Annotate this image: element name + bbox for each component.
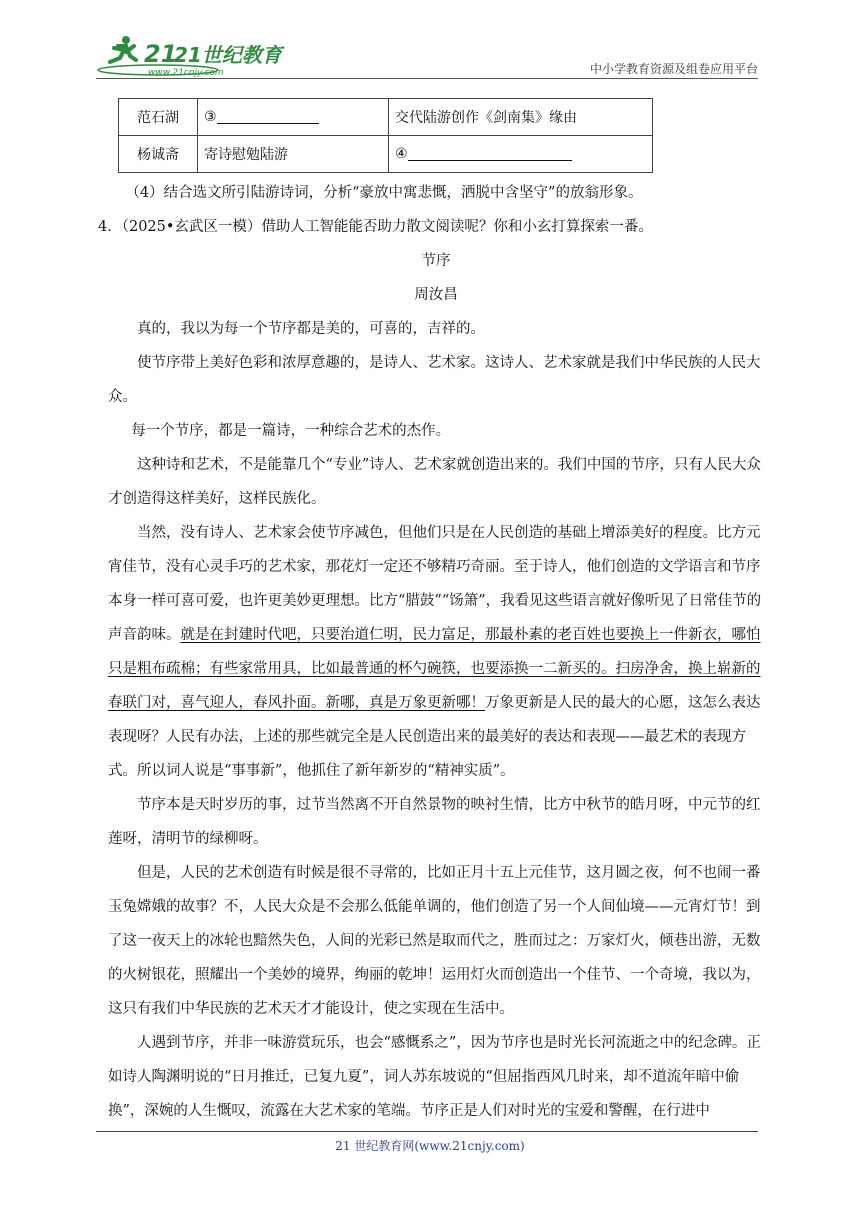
footer-divider xyxy=(96,1131,758,1132)
table-cell: 杨诚斋 xyxy=(119,136,198,173)
article-title: 节序 xyxy=(421,253,451,269)
platform-name: 中小学教育资源及组卷应用平台 xyxy=(589,62,758,76)
page-header xyxy=(96,30,758,80)
question-block xyxy=(98,176,764,244)
svg-text:21: 21 xyxy=(144,40,178,68)
article-paragraph: 真的，我以为每一个节序都是美的，可喜的，吉祥的。 xyxy=(137,321,485,337)
table-cell xyxy=(198,99,389,136)
svg-text:21世纪教育: 21世纪教育 xyxy=(174,43,282,67)
blank-number: ③ xyxy=(204,109,217,125)
header-divider xyxy=(96,78,758,79)
paragraph-text: 当然，没有诗人、艺术家会使节序减色，但他们只是在人民创造的基础上增添美好的程度。比方元宵佳节，没有心灵手巧的艺术家，那花灯一定还不够精巧奇丽。至于诗人，他们创造的文学语言和节序本身一样可喜可爱，也许更美妙更理想。比方“腊鼓”“饧箫”，我看见这些语言就好像听见了日常佳节的声音韵味。 xyxy=(108,525,762,643)
article-paragraph: 人遇到节序，并非一味游赏玩乐，也会“感慨系之”，因为节序也是时光长河流逝之中的纪念碑。正如诗人陶渊明说的“日月推迁，已复九夏”，词人苏东坡说的“但屈指西风几时来，却不道流年暗中偷换”，深婉的人生慨叹，流露在大艺术家的笔端。节序正是人们对时光的宝爱和警醒，在行进中 xyxy=(108,1035,761,1119)
table-cell: 交代陆游创作《剑南集》缘由 xyxy=(389,99,653,136)
article-paragraph: 每一个节序，都是一篇诗，一种综合艺术的杰作。 xyxy=(131,423,451,439)
question-4-4: （4）结合选文所引陆游诗词，分析“豪放中寓悲慨，洒脱中含坚守”的放翁形象。 xyxy=(125,185,643,201)
article-paragraph: 节序本是天时岁历的事，过节当然离不开自然景物的映衬生情，比方中秋节的皓月呀，中元节的红莲呀，清明节的绿柳呀。 xyxy=(108,797,761,847)
question-4-heading: 4．（2025•玄武区一模）借助人工智能能否助力散文阅读呢？你和小玄打算探索一番。 xyxy=(98,219,653,235)
article-author: 周汝昌 xyxy=(414,287,458,303)
site-logo[interactable] xyxy=(96,32,282,78)
underlined-passage: 就是在封建时代吧，只要治道仁明，民力富足，那最朴素的老百姓也要换上一件新衣，哪怕只是粗布疏棉；有些家常用具，比如最普通的杯勺碗筷，也要添换一二新买的。扫房净舍，换上崭新的春联门对，喜气迎人，春风扑面。新哪，真是万象更新哪！ xyxy=(108,627,761,711)
table-cell xyxy=(389,136,653,173)
footer-link[interactable]: 21 世纪教育网(www.21cnjy.com) xyxy=(335,1139,525,1153)
table-cell: 寄诗慰勉陆游 xyxy=(198,136,389,173)
table-row xyxy=(119,99,653,136)
logo-runner-icon xyxy=(96,32,282,78)
svg-text:www.21cnjy.com: www.21cnjy.com xyxy=(148,68,224,78)
answer-blank[interactable] xyxy=(217,109,319,124)
article xyxy=(108,244,764,1128)
paragraph-text: 万象更新是人民的最大的心愿，这怎么表达表现呀？人民有办法，上述的那些就完全是人民创造出来的最美好的表达和表现——最艺术的表现方式。所以词人说是“事事新”，他抓住了新年新岁的“精神实质”。 xyxy=(108,695,761,779)
table-cell: 范石湖 xyxy=(119,99,198,136)
table-row xyxy=(119,136,653,173)
article-paragraph: 这种诗和艺术，不是能靠几个“专业”诗人、艺术家就创造出来的。我们中国的节序，只有人民大众才创造得这样美好，这样民族化。 xyxy=(108,457,761,507)
answer-blank[interactable] xyxy=(408,146,572,161)
article-paragraph: 使节序带上美好色彩和浓厚意趣的，是诗人、艺术家。这诗人、艺术家就是我们中华民族的人民大众。 xyxy=(108,355,761,405)
info-table xyxy=(118,98,653,173)
blank-number: ④ xyxy=(395,146,408,162)
article-paragraph xyxy=(108,516,764,788)
article-paragraph: 但是，人民的艺术创造有时候是很不寻常的，比如正月十五上元佳节，这月圆之夜，何不也闹一番玉兔嫦娥的故事？不，人民大众是不会那么低能单调的，他们创造了另一个人间仙境——元宵灯节！到了这一夜天上的冰轮也黯然失色，人间的光彩已然是取而代之，胜而过之：万家灯火，倾巷出游，无数的火树银花，照耀出一个美妙的境界，绚丽的乾坤！运用灯火而创造出一个佳节、一个奇境，我以为，这只有我们中华民族的艺术天才才能设计，使之实现在生活中。 xyxy=(108,865,761,1017)
